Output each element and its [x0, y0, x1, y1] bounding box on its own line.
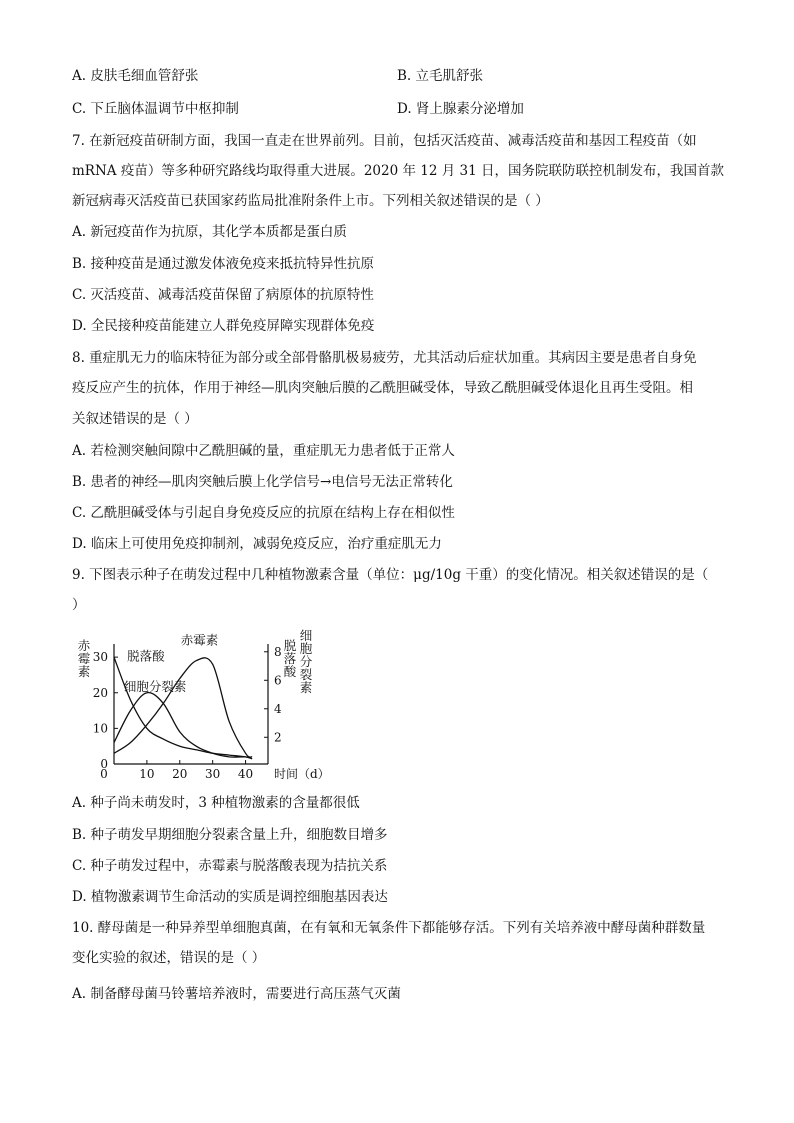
q7-option-c: C. 灭活疫苗、减毒活疫苗保留了病原体的抗原特性: [72, 287, 374, 303]
q8-option-d: D. 临床上可使用免疫抑制剂，减弱免疫反应，治疗重症肌无力: [72, 536, 442, 552]
x-tick-label: 10: [139, 767, 155, 781]
y-right-axis-label-1: 脱落酸: [283, 638, 297, 679]
x-tick-label: 30: [205, 767, 221, 781]
q9-option-b: B. 种子萌发早期细胞分裂素含量上升，细胞数目增多: [72, 827, 388, 843]
y-right-tick-label: 8: [274, 644, 282, 659]
y-right-axis-label-2: 细胞分裂素: [299, 628, 313, 695]
y-left-tick-label: 0: [100, 757, 108, 771]
q6-option-b: B. 立毛肌舒张: [397, 68, 484, 84]
y-right-tick-label: 4: [274, 701, 282, 716]
chart-labels: [78, 628, 330, 781]
x-tick-label: 40: [237, 767, 254, 781]
q10-option-a: A. 制备酵母菌马铃薯培养液时，需要进行高压蒸气灭菌: [72, 986, 401, 1002]
x-tick-label: 20: [172, 767, 188, 781]
q10-stem-line-1: 10. 酵母菌是一种异养型单细胞真菌，在有氧和无氧条件下都能够存活。下列有关培养液中酵母菌种群数量: [72, 920, 706, 936]
hormone-chart: [72, 628, 332, 788]
x-axis-label: 时间（d）: [274, 767, 330, 781]
y-left-tick-label: 20: [92, 685, 108, 700]
q7-stem-line-2: mRNA 疫苗）等多种研究路线均取得重大进展。2020 年 12 月 31 日，国务院联防联控机制发布，我国首款: [72, 163, 724, 179]
q9-stem-line-1: 9. 下图表示种子在萌发过程中几种植物激素含量（单位：μg/10g 干重）的变化情况。相关叙述错误的是（: [72, 567, 709, 583]
q9-stem-line-2: ）: [72, 597, 86, 613]
x-tick-label: 0: [100, 767, 108, 781]
y-right-tick-label: 6: [274, 673, 282, 688]
q9-option-a: A. 种子尚未萌发时，3 种植物激素的含量都很低: [72, 795, 360, 811]
q6-option-c: C. 下丘脑体温调节中枢抑制: [72, 101, 239, 117]
q8-stem-line-1: 8. 重症肌无力的临床特征为部分或全部骨骼肌极易疲劳，尤其活动后症状加重。其病因主要是患者自身免: [72, 350, 697, 366]
q8-stem-line-2: 疫反应产生的抗体，作用于神经—肌肉突触后膜的乙酰胆碱受体，导致乙酰胆碱受体退化且再生受阻。相: [72, 380, 693, 396]
q7-option-d: D. 全民接种疫苗能建立人群免疫屏障实现群体免疫: [72, 318, 375, 334]
q8-option-c: C. 乙酰胆碱受体与引起自身免疫反应的抗原在结构上存在相似性: [72, 505, 455, 521]
q8-option-b: B. 患者的神经—肌肉突触后膜上化学信号→电信号无法正常转化: [72, 474, 453, 490]
series-label-abscisic-acid: 脱落酸: [127, 648, 165, 664]
q8-stem-line-3: 关叙述错误的是（ ）: [72, 411, 198, 427]
chart-curves: [114, 657, 252, 759]
q8-option-a: A. 若检测突触间隙中乙酰胆碱的量，重症肌无力患者低于正常人: [72, 443, 455, 459]
q7-stem-line-3: 新冠病毒灭活疫苗已获国家药监局批准附条件上市。下列相关叙述错误的是（ ）: [72, 193, 549, 209]
q6-option-d: D. 肾上腺素分泌增加: [397, 101, 524, 117]
q9-option-d: D. 植物激素调节生命活动的实质是调控细胞基因表达: [72, 889, 388, 905]
q9-option-c: C. 种子萌发过程中，赤霉素与脱落酸表现为拮抗关系: [72, 858, 388, 874]
y-left-tick-label: 30: [92, 650, 108, 665]
y-left-tick-label: 10: [92, 721, 108, 736]
series-label-gibberellin: 赤霉素: [180, 632, 219, 648]
q7-option-b: B. 接种疫苗是通过激发体液免疫来抵抗特异性抗原: [72, 256, 375, 272]
y-right-tick-label: 2: [274, 730, 282, 745]
q10-stem-line-2: 变化实验的叙述，错误的是（ ）: [72, 950, 266, 966]
series-line-脱落酸: [114, 657, 252, 759]
y-left-axis-label: 赤霉素: [77, 638, 91, 679]
q7-stem-line-1: 7. 在新冠疫苗研制方面，我国一直走在世界前列。目前，包括灭活疫苗、减毒活疫苗和基因工程疫苗（如: [72, 133, 697, 149]
q6-option-a: A. 皮肤毛细血管舒张: [72, 68, 199, 84]
q7-option-a: A. 新冠疫苗作为抗原，其化学本质都是蛋白质: [72, 224, 347, 240]
series-label-cytokinin: 细胞分裂素: [123, 678, 187, 694]
